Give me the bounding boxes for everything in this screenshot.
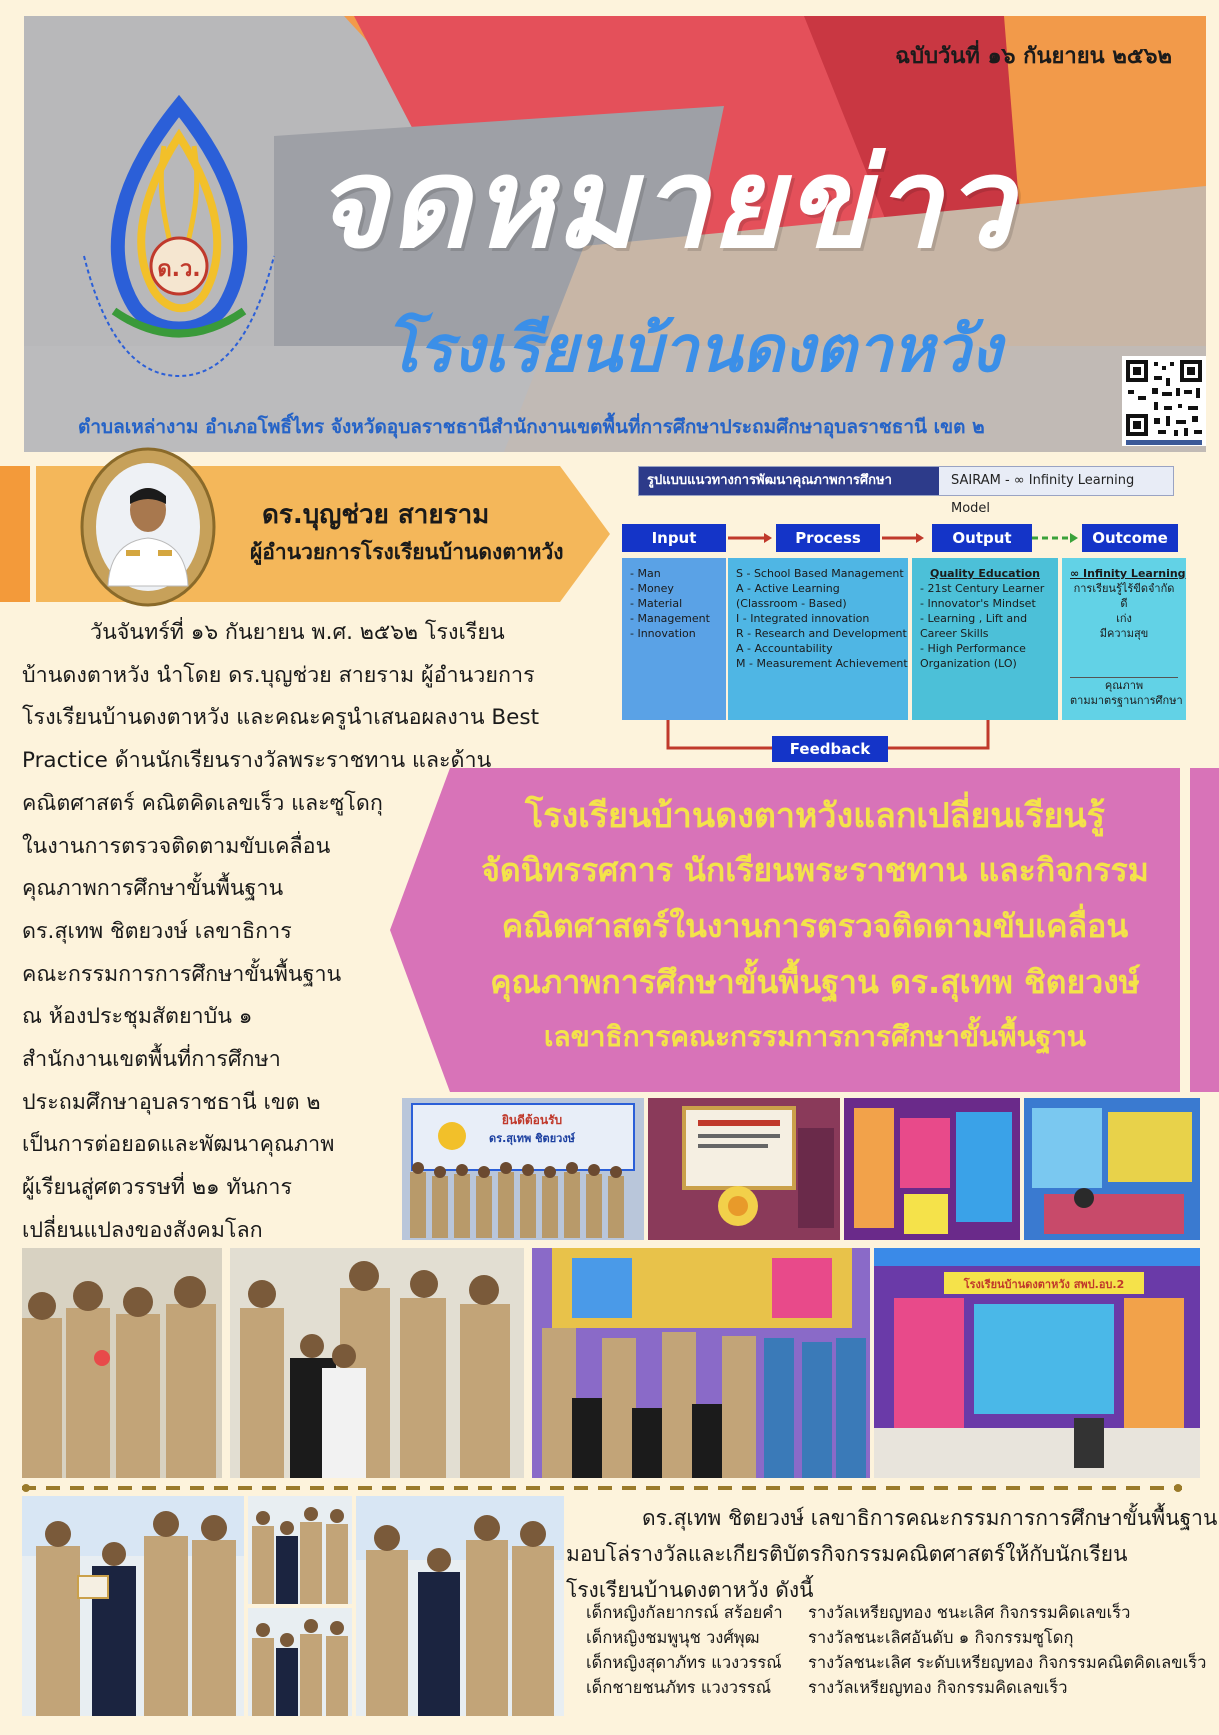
article-line: คณะกรรมการการศึกษาขั้นพื้นฐาน [22, 961, 342, 987]
article-line: วันจันทร์ที่ ๑๖ กันยายน พ.ศ. ๒๕๖๒ โรงเรียน [90, 620, 505, 645]
article-line: เป็นการต่อยอดและพัฒนาคุณภาพ [22, 1132, 335, 1158]
diagram-item: I - Integrated innovation [736, 612, 870, 625]
diagram-outcome-footer-line: คุณภาพ [1104, 679, 1144, 692]
photo-award-1 [22, 1496, 244, 1716]
welcome-sign-line-2: ดร.สุเทพ ชิตยวงษ์ [489, 1132, 575, 1145]
article-line: โรงเรียนบ้านดงตาหวัง และคณะครูนำเสนอผลงาน Best [22, 705, 539, 731]
article-line: บ้านดงตาหวัง นำโดย ดร.บุญช่วย สายราม ผู้อำนวยการ [22, 662, 535, 688]
article-line: ประถมศึกษาอุบลราชธานี เขต ๒ [22, 1089, 321, 1115]
diagram-item: เก่ง [1116, 612, 1132, 625]
diagram-outcome-footer-line: ตามมาตรฐานการศึกษา [1070, 694, 1183, 707]
article-line: ณ ห้องประชุมสัตยาบัน ๑ [22, 1004, 253, 1030]
award-description: รางวัลเหรียญทอง ชนะเลิศ กิจกรรมคิดเลขเร็ว [808, 1603, 1131, 1622]
award-row [586, 1675, 1206, 1700]
diagram-input-header: Input [622, 524, 726, 552]
article-line: คณิตศาสตร์ คณิตคิดเลขเร็ว และซูโดกุ [22, 790, 383, 816]
banner-line-3: คณิตศาสตร์ในงานการตรวจติดตามขับเคลื่อน [501, 907, 1129, 945]
section-divider [22, 1484, 1182, 1492]
logo-initials: ด.ว. [157, 257, 201, 282]
award-intro-line-2: มอบโล่รางวัลและเกียรติบัตรกิจกรรมคณิตศาสตร์ให้กับนักเรียน [566, 1542, 1128, 1566]
award-row [586, 1625, 1206, 1650]
article-line: คุณภาพการศึกษาขั้นพื้นฐาน [22, 876, 284, 902]
diagram-item: Career Skills [920, 627, 989, 640]
school-name-title: โรงเรียนบ้านดงตาหวัง [384, 313, 1002, 387]
award-student-name: เด็กหญิงสุดาภัทร แวงวรรณ์ [586, 1653, 782, 1672]
diagram-item: Organization (LO) [920, 657, 1017, 670]
article-line: เปลี่ยนแปลงของสังคมโลก [22, 1217, 263, 1243]
diagram-item: M - Measurement Achievement [736, 657, 908, 670]
award-list [586, 1600, 1206, 1700]
diagram-feedback: Feedback [772, 736, 888, 762]
photo-exhibition-booth-left [844, 1098, 1020, 1240]
diagram-process-header: Process [776, 524, 880, 552]
diagram-item: A - Active Learning [736, 582, 840, 595]
diagram-outcome-footer [1070, 677, 1183, 708]
diagram-output-heading: Quality Education [930, 567, 1040, 580]
photo-award-3 [248, 1608, 352, 1716]
diagram-title-left: รูปแบบแนวทางการพัฒนาคุณภาพการศึกษา [639, 467, 939, 495]
award-intro [566, 1500, 1218, 1608]
article-line: ดร.สุเทพ ชิตยวงษ์ เลขาธิการ [22, 918, 292, 944]
article-line: สำนักงานเขตพื้นที่การศึกษา [22, 1047, 281, 1073]
diagram-output-box [912, 558, 1058, 720]
banner-line-1: โรงเรียนบ้านดงตาหวังแลกเปลี่ยนเรียนรู้ [525, 796, 1105, 836]
banner-line-5: เลขาธิการคณะกรรมการการศึกษาขั้นพื้นฐาน [543, 1020, 1087, 1053]
diagram-outcome-box [1062, 558, 1186, 720]
diagram-item: - Innovation [630, 627, 696, 640]
diagram-item: - 21st Century Learner [920, 582, 1045, 595]
award-description: รางวัลชนะเลิศอันดับ ๑ กิจกรรมซูโดกุ [808, 1628, 1074, 1647]
award-description: รางวัลเหรียญทอง กิจกรรมคิดเลขเร็ว [808, 1678, 1068, 1697]
photo-officials-students [230, 1248, 524, 1478]
diagram-item: - Innovator's Mindset [920, 597, 1036, 610]
director-role: ผู้อำนวยการโรงเรียนบ้านดงตาหวัง [250, 540, 564, 564]
diagram-item: R - Research and Development [736, 627, 907, 640]
sairam-model-diagram [616, 462, 1188, 768]
diagram-item: - Man [630, 567, 661, 580]
diagram-item: A - Accountability [736, 642, 833, 655]
qr-code-icon[interactable] [1122, 356, 1206, 446]
diagram-item: - Management [630, 612, 710, 625]
award-intro-line-3: โรงเรียนบ้านดงตาหวัง ดังนี้ [566, 1578, 814, 1602]
diagram-outcome-heading: ∞ Infinity Learning [1070, 567, 1186, 580]
diagram-item: - Learning , Lift and [920, 612, 1028, 625]
diagram-input-box [622, 558, 726, 720]
photo-award-4 [356, 1496, 564, 1716]
diagram-output-header: Output [932, 524, 1032, 552]
diagram-item: - Money [630, 582, 674, 595]
award-row [586, 1600, 1206, 1625]
issue-date: ฉบับวันที่ ๑๖ กันยายน ๒๕๖๒ [895, 44, 1172, 69]
diagram-item: - High Performance [920, 642, 1026, 655]
diagram-item: S - School Based Management [736, 567, 904, 580]
diagram-item: มีความสุข [1099, 627, 1149, 640]
photo-school-booth [874, 1248, 1200, 1478]
diagram-process-box [728, 558, 908, 720]
award-row [586, 1650, 1206, 1675]
photo-exhibition-booth-right [1024, 1098, 1200, 1240]
photo-award-2 [248, 1496, 352, 1604]
article-line: ในงานการตรวจติดตามขับเคลื่อน [22, 833, 331, 859]
school-address: ตำบลเหล่างาม อำเภอโพธิ์ไทร จังหวัดอุบลราชธานีสำนักงานเขตพื้นที่การศึกษาประถมศึกษาอุบลราชธานี เขต ๒ [78, 416, 985, 438]
award-student-name: เด็กหญิงกัลยากรณ์ สร้อยคำ [586, 1603, 783, 1622]
diagram-title-right: SAIRAM - ∞ Infinity Learning Model [951, 473, 1135, 516]
highlight-banner-text [420, 790, 1210, 1064]
diagram-item: (Classroom - Based) [736, 597, 847, 610]
photo-welcome-group [402, 1098, 644, 1240]
award-intro-line-1: ดร.สุเทพ ชิตยวงษ์ เลขาธิการคณะกรรมการการศึกษาขั้นพื้นฐาน [642, 1506, 1218, 1530]
banner-line-2: จัดนิทรรศการ นักเรียนพระราชทาน และกิจกรรม [481, 851, 1149, 889]
article-line: ผู้เรียนสู่ศตวรรษที่ ๒๑ ทันการ [22, 1175, 293, 1201]
photo-booth-group [532, 1248, 870, 1478]
article-line: Practice ด้านนักเรียนรางวัลพระราชทาน และด้าน [22, 748, 492, 774]
award-student-name: เด็กชายชนภัทร แวงวรรณ์ [586, 1678, 772, 1697]
diagram-item: การเรียนรู้ไร้ขีดจำกัด [1073, 582, 1175, 595]
banner-line-4: คุณภาพการศึกษาขั้นพื้นฐาน ดร.สุเทพ ชิตยวงษ์ [490, 963, 1140, 1001]
school-logo [54, 86, 304, 386]
header-banner [24, 16, 1206, 452]
diagram-item: - Material [630, 597, 683, 610]
diagram-outcome-header: Outcome [1082, 524, 1178, 552]
director-portrait [78, 446, 218, 608]
director-name: ดร.บุญช่วย สายราม [262, 500, 490, 530]
photo-officials-1 [22, 1248, 222, 1478]
award-description: รางวัลชนะเลิศ ระดับเหรียญทอง กิจกรรมคณิตคิดเลขเร็ว [808, 1653, 1207, 1672]
welcome-sign-line-1: ยินดีต้อนรับ [501, 1113, 563, 1127]
diagram-item: ดี [1120, 597, 1128, 610]
newsletter-title: จดหมายข่าว [314, 132, 1015, 276]
award-student-name: เด็กหญิงชมพูนุช วงศ์พุฒ [586, 1628, 760, 1647]
booth-sign-text: โรงเรียนบ้านดงตาหวัง สพป.อบ.2 [963, 1278, 1125, 1291]
photo-certificates-display [648, 1098, 840, 1240]
